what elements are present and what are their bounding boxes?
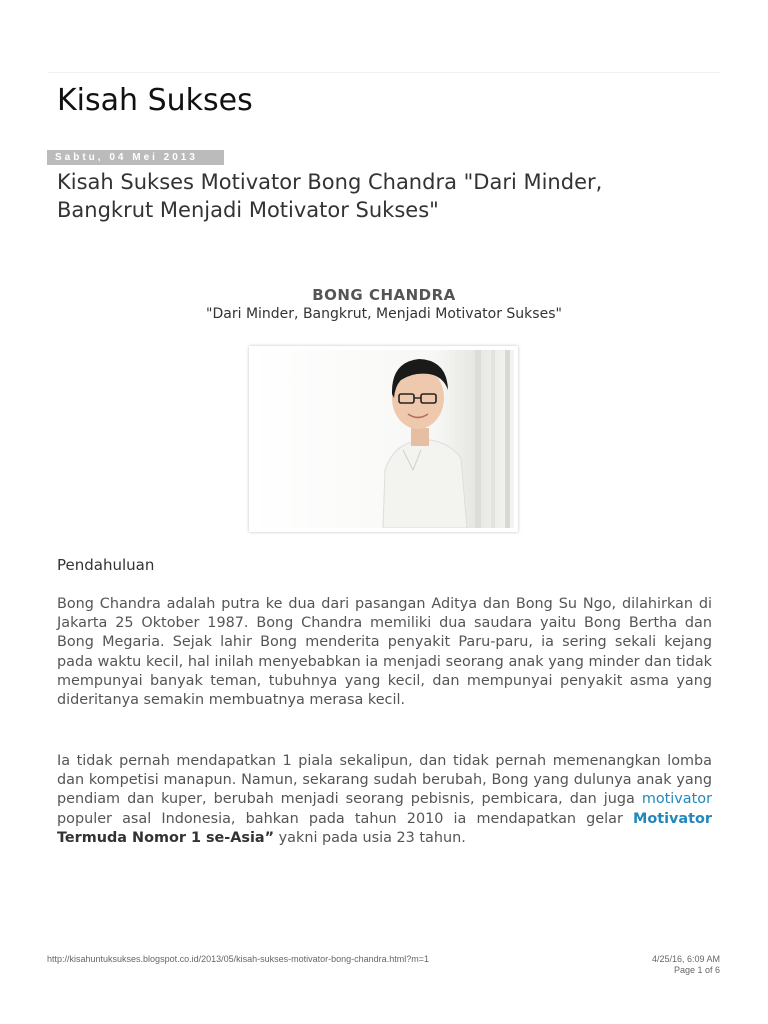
post-title[interactable]: Kisah Sukses Motivator Bong Chandra "Dari Minder, Bangkrut Menjadi Motivator Sukses" [57,170,603,222]
person-heading: BONG CHANDRA [312,286,456,304]
portrait-image [253,350,514,528]
footer-url: http://kisahuntuksukses.blogspot.co.id/2013/05/kisah-sukses-motivator-bong-chandra.html?m=1 [47,954,429,964]
section-heading: Pendahuluan [57,556,155,574]
paragraph-text: yakni pada usia 23 tahun. [274,829,466,846]
second-paragraph [57,752,712,848]
person-subheading: "Dari Minder, Bangkrut, Menjadi Motivator Sukses" [206,306,562,322]
post-date: Sabtu, 04 Mei 2013 [47,150,224,165]
footer-meta [652,954,720,976]
paragraph-text: Ia tidak pernah mendapatkan 1 piala sekalipun, dan tidak pernah memenangkan lomba dan kompetisi manapun. Namun, sekarang sudah berubah, Bong yang dulunya anak yang pendiam dan kuper, berubah menjadi seorang pebisnis, pembicara, dan juga [57,753,712,808]
blog-title[interactable]: Kisah Sukses [57,83,253,118]
paragraph-bold-text: Termuda Nomor 1 se-Asia” [57,829,275,846]
intro-paragraph: Bong Chandra adalah putra ke dua dari pasangan Aditya dan Bong Su Ngo, dilahirkan di Jakarta 25 Oktober 1987. Bong Chandra memiliki dua saudara yaitu Bong Bertha dan Bong Megaria. Sejak lahir Bong menderita penyakit Paru-paru, ia sering sekali kejang pada waktu kecil, hal inilah menyebabkan ia menjadi seorang anak yang minder dan tidak mempunyai banyak teman, tubuhnya yang kecil, dan mempunyai penyakit asma yang dideritanya semakin membuatnya merasa kecil. [57,596,712,709]
top-divider [48,72,720,73]
footer-timestamp: 4/25/16, 6:09 AM [651,954,720,964]
motivator-bold-link[interactable]: Motivator [633,810,712,827]
paragraph-text: populer asal Indonesia, bahkan pada tahun 2010 ia mendapatkan gelar [57,810,634,827]
motivator-link[interactable]: motivator [641,791,712,808]
portrait-photo[interactable] [249,346,518,532]
footer-page-number: Page 1 of 6 [673,965,720,975]
